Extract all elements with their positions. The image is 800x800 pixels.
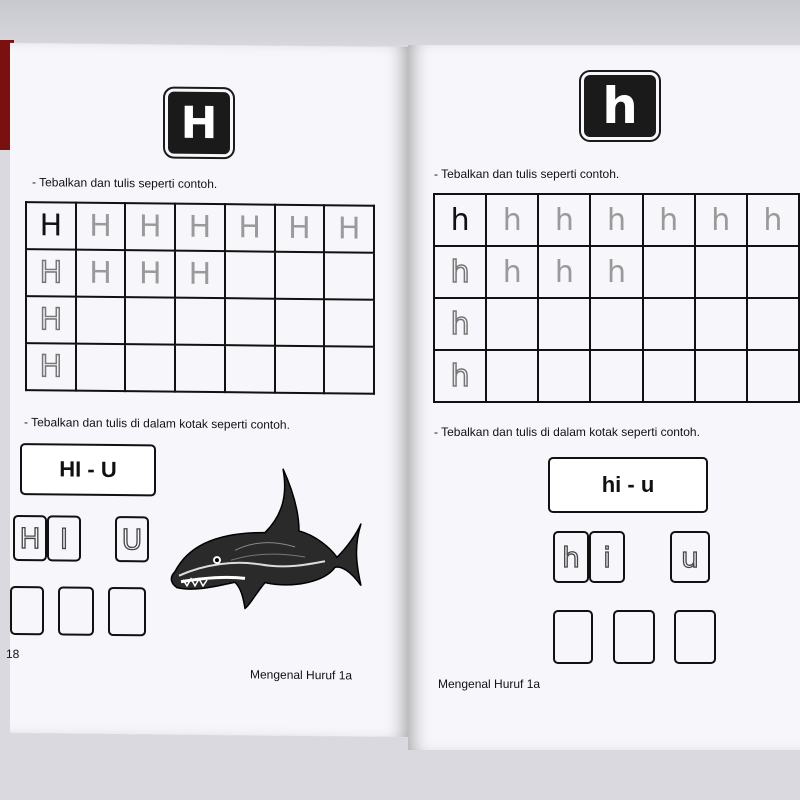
left-grid-cell — [125, 297, 175, 345]
left-grid-cell — [275, 346, 325, 394]
right-page — [408, 45, 800, 750]
left-grid-row — [26, 249, 374, 300]
left-grid-letter: H — [188, 209, 212, 246]
right-grid-cell — [643, 194, 695, 246]
left-grid-cell — [275, 252, 325, 300]
left-grid-letter: H — [138, 256, 162, 292]
left-grid-letter: H — [288, 210, 311, 247]
left-grid-row — [26, 343, 374, 394]
left-empty-box-3 — [108, 587, 146, 636]
left-grid-cell — [275, 205, 325, 253]
left-grid-cell — [76, 250, 126, 298]
left-grid-letter: H — [188, 256, 212, 293]
left-empty-box-1 — [10, 586, 44, 635]
right-grid-letter: h — [659, 202, 679, 238]
left-grid-cell — [125, 203, 175, 251]
right-empty-box-3 — [674, 610, 716, 664]
right-grid-letter: h — [450, 202, 470, 238]
right-grid-row — [434, 246, 799, 298]
left-big-letter: H — [168, 92, 230, 155]
right-grid-cell — [695, 350, 747, 402]
left-empty-box-2 — [58, 586, 94, 635]
left-grid-cell — [225, 298, 275, 346]
left-grid-cell — [76, 203, 126, 251]
right-grid-cell — [747, 246, 799, 298]
right-grid-cell — [486, 298, 538, 350]
left-grid-cell — [76, 297, 126, 345]
right-grid-cell — [695, 246, 747, 298]
right-grid-row — [434, 298, 799, 350]
left-trace-box-2: I — [47, 515, 81, 561]
left-instruction-1: - Tebalkan dan tulis seperti contoh. — [32, 175, 218, 192]
right-empty-box-1 — [553, 610, 593, 664]
left-grid-cell — [324, 299, 374, 347]
right-trace-box-2: i — [589, 531, 625, 583]
right-instruction-2: - Tebalkan dan tulis di dalam kotak seperti contoh. — [434, 425, 700, 439]
left-grid-cell — [225, 204, 275, 252]
left-grid-letter: H — [138, 209, 162, 245]
right-grid-cell — [486, 246, 538, 298]
right-word-box: hi - u — [548, 457, 708, 513]
right-grid-cell — [590, 246, 642, 298]
right-trace-box-3: u — [670, 531, 710, 583]
left-grid-letter: H — [39, 302, 63, 338]
left-grid-cell — [26, 249, 76, 297]
left-grid-cell — [225, 251, 275, 299]
right-grid-letter: h — [502, 254, 522, 290]
right-trace-box-1: h — [553, 531, 589, 583]
left-grid-cell — [324, 205, 374, 253]
left-grid-letter: H — [39, 255, 63, 291]
right-grid-cell — [434, 246, 486, 298]
left-grid-cell — [175, 204, 225, 252]
right-grid-letter: h — [450, 306, 470, 342]
left-grid-cell — [175, 298, 225, 346]
right-grid-letter: h — [554, 202, 574, 238]
left-word-box: HI - U — [20, 443, 156, 496]
right-big-letter: h — [584, 75, 656, 137]
right-grid-cell — [538, 298, 590, 350]
left-grid-cell — [76, 344, 126, 392]
left-grid-cell — [26, 296, 76, 344]
left-trace-box-3: U — [115, 516, 149, 562]
left-grid-row — [26, 202, 374, 253]
right-grid-cell — [538, 246, 590, 298]
left-grid-cell — [225, 345, 275, 393]
left-page — [6, 43, 408, 737]
left-grid-cell — [324, 346, 374, 394]
left-grid-letter: H — [39, 208, 63, 244]
right-grid-cell — [695, 194, 747, 246]
right-grid-cell — [590, 298, 642, 350]
left-grid-cell — [324, 252, 374, 300]
left-tracing-grid — [25, 201, 375, 395]
right-grid-cell — [747, 350, 799, 402]
right-grid-letter: h — [606, 202, 626, 238]
right-grid-cell — [590, 350, 642, 402]
left-grid-cell — [175, 345, 225, 393]
right-grid-row — [434, 194, 799, 246]
right-footer: Mengenal Huruf 1a — [438, 677, 541, 691]
left-grid-letter: H — [39, 349, 63, 385]
right-grid-cell — [538, 194, 590, 246]
right-grid-cell — [747, 298, 799, 350]
background-top — [0, 0, 800, 45]
right-grid-cell — [486, 194, 538, 246]
right-grid-letter: h — [450, 254, 470, 290]
right-grid-cell — [434, 194, 486, 246]
left-page-number: 18 — [6, 646, 20, 662]
right-empty-box-2 — [613, 610, 655, 664]
left-instruction-2: - Tebalkan dan tulis di dalam kotak seperti contoh. — [24, 415, 290, 432]
left-grid-cell — [26, 343, 76, 391]
left-grid-letter: H — [337, 211, 361, 247]
right-instruction-1: - Tebalkan dan tulis seperti contoh. — [434, 167, 620, 181]
right-grid-letter: h — [502, 202, 522, 238]
left-grid-row — [26, 296, 374, 347]
right-grid-cell — [643, 298, 695, 350]
shark-illustration — [165, 460, 365, 612]
left-trace-box-1: H — [13, 515, 47, 561]
right-grid-cell — [538, 350, 590, 402]
right-grid-cell — [643, 246, 695, 298]
right-grid-cell — [434, 350, 486, 402]
right-grid-cell — [747, 194, 799, 246]
left-grid-cell — [125, 344, 175, 392]
right-grid-cell — [590, 194, 642, 246]
left-footer: Mengenal Huruf 1a — [250, 667, 353, 683]
right-grid-letter: h — [606, 254, 626, 290]
right-grid-letter: h — [450, 358, 470, 394]
right-grid-cell — [695, 298, 747, 350]
left-grid-cell — [275, 299, 325, 347]
right-grid-cell — [486, 350, 538, 402]
right-grid-cell — [643, 350, 695, 402]
left-grid-letter: H — [89, 255, 112, 291]
left-grid-cell — [175, 251, 225, 299]
right-grid-letter: h — [554, 254, 574, 290]
left-grid-letter: H — [89, 208, 112, 244]
left-grid-letter: H — [238, 210, 261, 246]
left-grid-cell — [125, 250, 175, 298]
right-grid-row — [434, 350, 799, 402]
right-grid-cell — [434, 298, 486, 350]
left-grid-cell — [26, 202, 76, 250]
right-grid-letter: h — [763, 202, 783, 238]
right-grid-letter: h — [711, 202, 731, 238]
right-tracing-grid — [433, 193, 800, 403]
